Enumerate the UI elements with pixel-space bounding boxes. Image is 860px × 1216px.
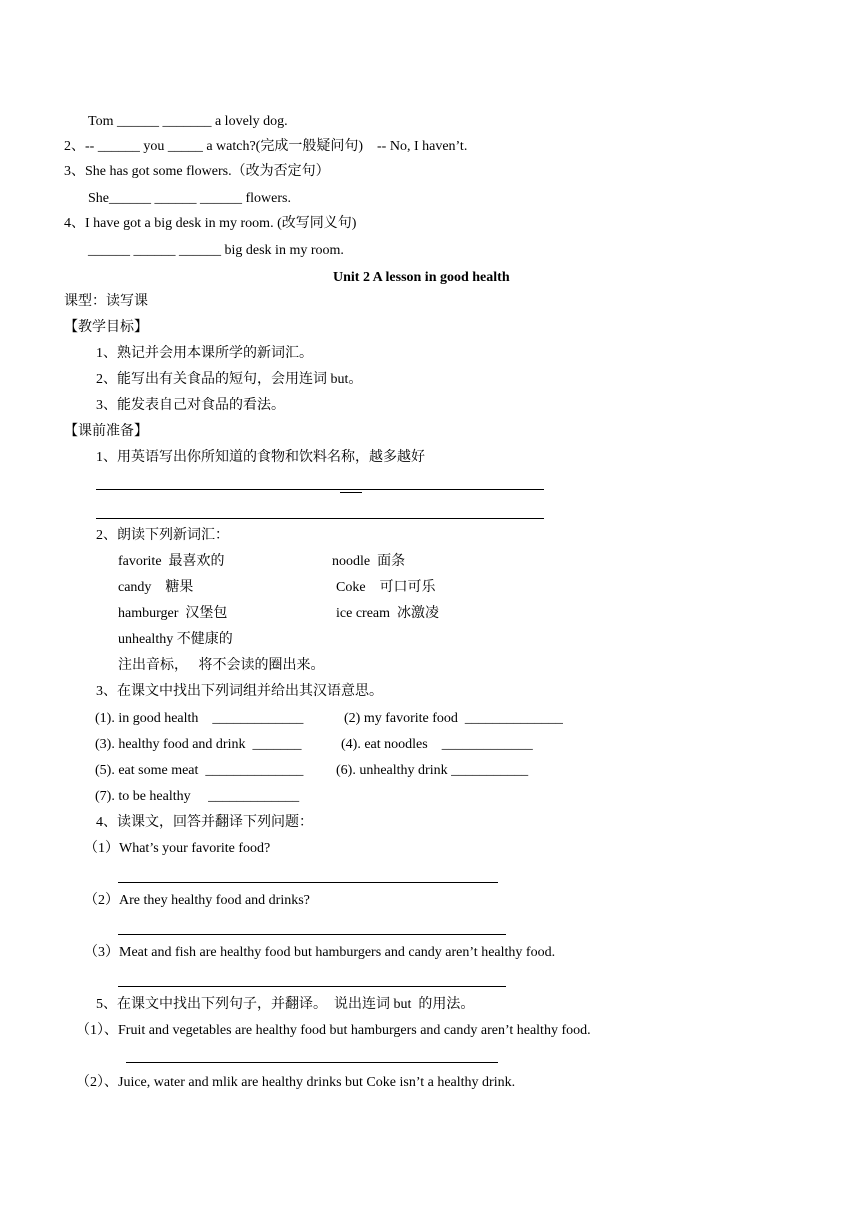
vocab-word: Coke 可口可乐 xyxy=(336,580,436,595)
exercise-2-line: 2、-- ______ you _____ a watch?(完成一般疑问句) -- No, I haven’t. xyxy=(64,139,468,154)
answer-line xyxy=(126,1062,498,1063)
prep-item-5: 5、在课文中找出下列句子，并翻译。 说出连词 but 的用法。 xyxy=(96,997,475,1012)
goal-item: 2、能写出有关食品的短句，会用连词 but。 xyxy=(96,372,363,387)
answer-line xyxy=(118,882,498,883)
goal-item: 1、熟记并会用本课所学的新词汇。 xyxy=(96,346,313,361)
exercise-3-answer: She______ ______ ______ flowers. xyxy=(88,191,291,206)
answer-line xyxy=(118,934,506,935)
lesson-type: 课型：读写课 xyxy=(64,294,148,309)
phrase-item: (1). in good health _____________ xyxy=(95,711,304,726)
exercise-4-answer: ______ ______ ______ big desk in my room. xyxy=(88,243,344,258)
phrase-item: (2) my favorite food ______________ xyxy=(344,711,563,726)
vocab-word: noodle 面条 xyxy=(332,554,406,569)
phrase-item: (6). unhealthy drink ___________ xyxy=(336,763,529,778)
prep-item-2: 2、朗读下列新词汇： xyxy=(96,528,229,543)
phrase-item: (3). healthy food and drink _______ xyxy=(95,737,302,752)
vocab-instruction: 注出音标， 将不会读的圈出来。 xyxy=(118,658,325,673)
unit-title: Unit 2 A lesson in good health xyxy=(333,270,510,285)
vocab-word: favorite 最喜欢的 xyxy=(118,554,225,569)
sentence-item: （2）、Juice, water and mlik are healthy drinks but Coke isn’t a healthy drink. xyxy=(76,1075,516,1090)
question-item: （3）Meat and fish are healthy food but hamburgers and candy aren’t healthy food. xyxy=(84,945,556,960)
answer-line-mark xyxy=(340,492,362,493)
exercise-4-question: 4、I have got a big desk in my room. (改写同义句) xyxy=(64,216,357,231)
phrase-item: (7). to be healthy _____________ xyxy=(95,789,300,804)
exercise-1-line: Tom ______ _______ a lovely dog. xyxy=(88,114,288,129)
prep-item-1: 1、用英语写出你所知道的食物和饮料名称，越多越好 xyxy=(96,450,425,465)
section-heading-preparation: 【课前准备】 xyxy=(64,424,148,439)
prep-item-3: 3、在课文中找出下列词组并给出其汉语意思。 xyxy=(96,684,383,699)
exercise-3-question: 3、She has got some flowers.（改为否定句） xyxy=(64,164,330,179)
sentence-item: （1）、Fruit and vegetables are healthy food but hamburgers and candy aren’t healthy food. xyxy=(76,1023,591,1038)
prep-item-4: 4、读课文，回答并翻译下列问题： xyxy=(96,815,313,830)
vocab-word: ice cream 冰激凌 xyxy=(336,606,440,621)
answer-line xyxy=(96,489,544,490)
vocab-word: unhealthy 不健康的 xyxy=(118,632,233,647)
goal-item: 3、能发表自己对食品的看法。 xyxy=(96,398,285,413)
answer-line xyxy=(118,986,506,987)
question-item: （1）What’s your favorite food? xyxy=(84,841,271,856)
answer-line xyxy=(96,518,544,519)
vocab-word: hamburger 汉堡包 xyxy=(118,606,228,621)
section-heading-goals: 【教学目标】 xyxy=(64,320,148,335)
vocab-word: candy 糖果 xyxy=(118,580,194,595)
question-item: （2）Are they healthy food and drinks? xyxy=(84,893,310,908)
phrase-item: (5). eat some meat ______________ xyxy=(95,763,304,778)
phrase-item: (4). eat noodles _____________ xyxy=(341,737,533,752)
